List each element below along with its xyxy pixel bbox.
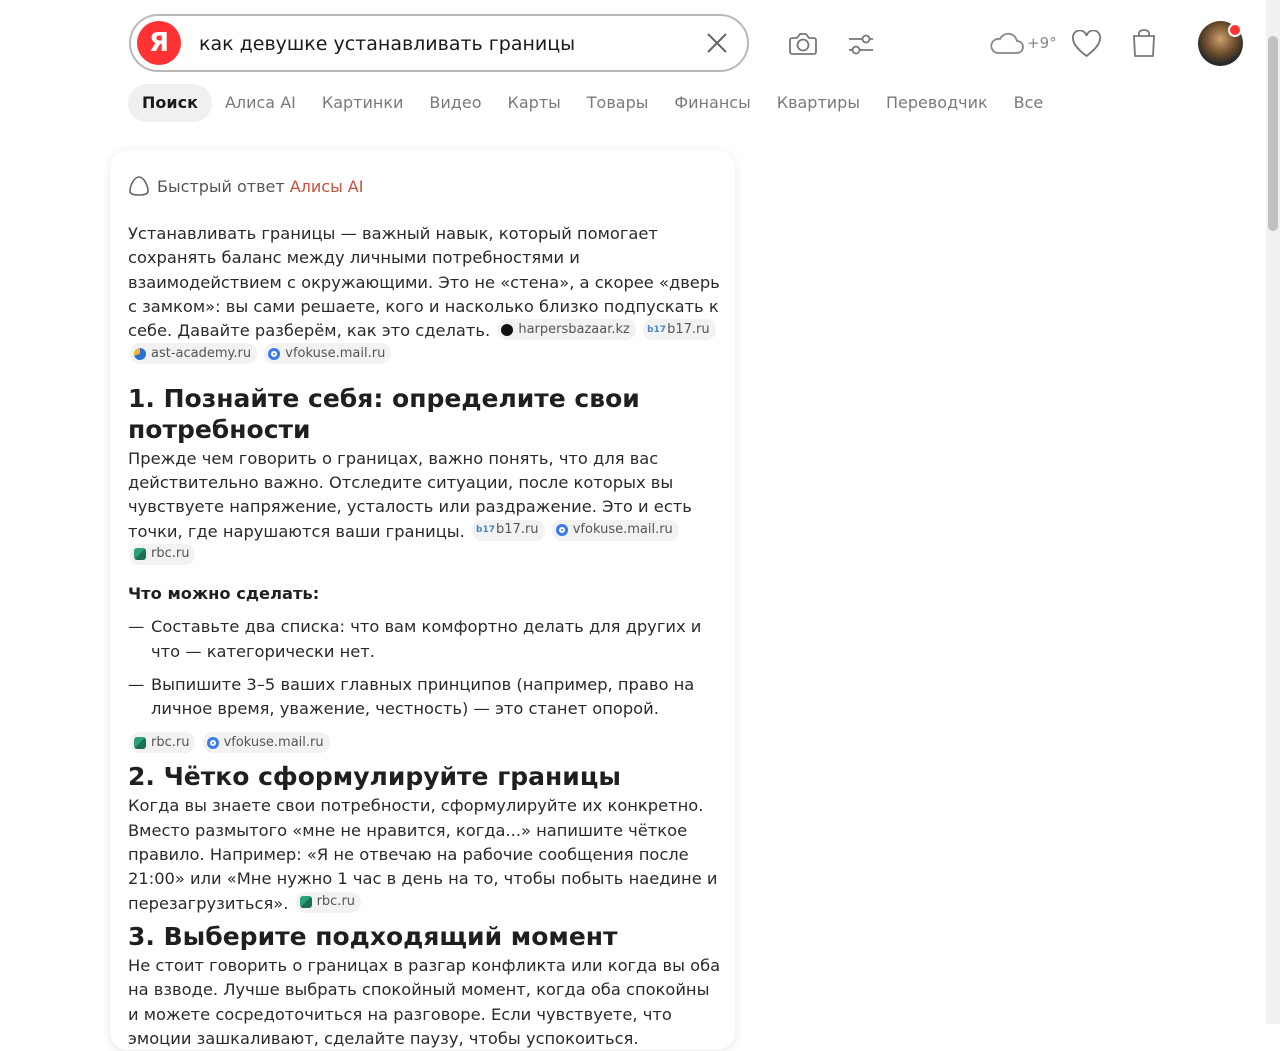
search-box[interactable]	[129, 14, 749, 72]
source-label: b17.ru	[496, 522, 539, 538]
section-2-paragraph	[128, 794, 723, 915]
section-1-text: Прежде чем говорить о границах, важно понять, что для вас действительно важно. Отследите ситуации, после которых вы чувствуете напряжение, усталость или раздражение. Это и есть точки, где нарушаются ваши границы.	[128, 448, 692, 541]
section-1-paragraph	[128, 447, 723, 568]
vfokuse-icon	[268, 348, 280, 360]
alice-icon	[128, 175, 150, 197]
tab-alice-ai[interactable]: Алиса AI	[224, 93, 296, 112]
search-tabs	[128, 84, 1056, 122]
answer-content	[128, 222, 723, 1051]
section-3-title: 3. Выберите подходящий момент	[128, 921, 618, 951]
source-label: vfokuse.mail.ru	[223, 734, 324, 750]
section-1-subheading: Что можно сделать:	[128, 584, 320, 604]
yandex-logo[interactable]: Я	[137, 21, 181, 65]
list-item	[128, 615, 723, 664]
ast-academy-icon	[134, 348, 146, 360]
filters-icon[interactable]	[846, 31, 876, 57]
list-item	[128, 673, 723, 722]
clear-search-icon[interactable]	[705, 31, 729, 55]
tab-translator[interactable]: Переводчик	[885, 93, 988, 112]
search-input[interactable]	[197, 29, 681, 59]
tab-video[interactable]: Видео	[429, 93, 482, 112]
rbc-icon	[134, 737, 146, 749]
tab-images[interactable]: Картинки	[321, 93, 404, 112]
source-chip[interactable]	[130, 343, 257, 364]
source-chip[interactable]	[130, 544, 195, 565]
camera-icon[interactable]	[788, 30, 818, 58]
alice-header-prefix: Быстрый ответ	[157, 176, 285, 196]
alice-answer-card	[110, 150, 735, 1050]
intro-text: Устанавливать границы — важный навык, который помогает сохранять баланс между личными потребностями и взаимодействием с окружающими. Это не «стена», а скорее «дверь с замком»: вы сами решаете, кого и насколько близко подпускать к себе. Давайте разберём, как это сделать.	[128, 224, 720, 341]
alice-answer-header	[128, 175, 363, 197]
source-chip[interactable]	[130, 732, 195, 753]
list-dash: —	[128, 674, 145, 694]
source-label: ast-academy.ru	[151, 345, 252, 361]
section-1-title: 1. Познайте себя: определите свои потребности	[128, 383, 640, 444]
source-chip[interactable]	[643, 319, 716, 340]
list-sources	[128, 732, 723, 756]
source-label: vfokuse.mail.ru	[285, 345, 386, 361]
tab-products[interactable]: Товары	[586, 93, 649, 112]
tab-maps[interactable]: Карты	[507, 93, 561, 112]
tab-search[interactable]: Поиск	[128, 84, 212, 122]
list-item-text: Составьте два списка: что вам комфортно делать для других и что — категорически нет.	[151, 617, 702, 661]
rbc-icon	[134, 548, 146, 560]
b17-icon: b17	[476, 525, 495, 536]
section-2-text: Когда вы знаете свои потребности, сформулируйте их конкретно. Вместо размытого «мне не нравится, когда...» напишите чёткое правило. Например: «Я не отвечаю на рабочие сообщения после 21:00» или «Мне нужно 1 час в день на то, чтобы побыть наедине и перезагрузиться».	[128, 796, 718, 913]
source-label: vfokuse.mail.ru	[572, 522, 673, 538]
vfokuse-icon	[207, 737, 219, 749]
source-chip[interactable]	[203, 732, 330, 753]
source-label: rbc.ru	[151, 734, 190, 750]
harpersbazaar-icon	[501, 324, 513, 336]
notification-dot	[1228, 23, 1242, 37]
source-chip[interactable]	[264, 343, 391, 364]
heart-icon[interactable]	[1071, 30, 1102, 58]
intro-paragraph	[128, 222, 723, 368]
scrollbar-thumb[interactable]	[1268, 36, 1278, 231]
source-chip[interactable]	[497, 319, 636, 340]
section-2-title: 2. Чётко сформулируйте границы	[128, 762, 621, 792]
source-label: rbc.ru	[316, 894, 356, 909]
bag-icon[interactable]	[1130, 28, 1158, 58]
user-avatar[interactable]	[1198, 21, 1243, 66]
list-item-text: Выпишите 3–5 ваших главных принципов (например, право на личное время, уважение, честность) — это станет опорой.	[151, 674, 695, 719]
tab-all[interactable]: Все	[1013, 93, 1044, 112]
alice-header-accent: Алисы AI	[289, 176, 364, 196]
vfokuse-icon	[556, 524, 568, 536]
source-chip[interactable]	[552, 520, 679, 541]
section-3-paragraph: Не стоит говорить о границах в разгар конфликта или когда вы оба на взводе. Лучше выбрать спокойный момент, когда оба спокойны и можете сосредоточиться на разговоре. Если чувствуете, что эмоции зашкаливают, сделайте паузу, чтобы успокоиться.	[128, 955, 721, 1048]
cloud-icon[interactable]	[987, 29, 1025, 57]
source-label: harpersbazaar.kz	[518, 321, 630, 337]
list-dash: —	[128, 617, 145, 637]
source-label: b17.ru	[667, 321, 710, 337]
rbc-icon	[300, 896, 312, 908]
b17-icon: b17	[647, 324, 667, 335]
source-chip[interactable]	[472, 520, 545, 541]
tab-apartments[interactable]: Квартиры	[776, 93, 860, 112]
scrollbar[interactable]	[1266, 0, 1280, 1024]
weather-temperature[interactable]: +9°	[1027, 34, 1057, 52]
tab-finance[interactable]: Финансы	[674, 93, 751, 112]
source-label: rbc.ru	[151, 546, 190, 562]
source-chip[interactable]	[296, 892, 361, 913]
